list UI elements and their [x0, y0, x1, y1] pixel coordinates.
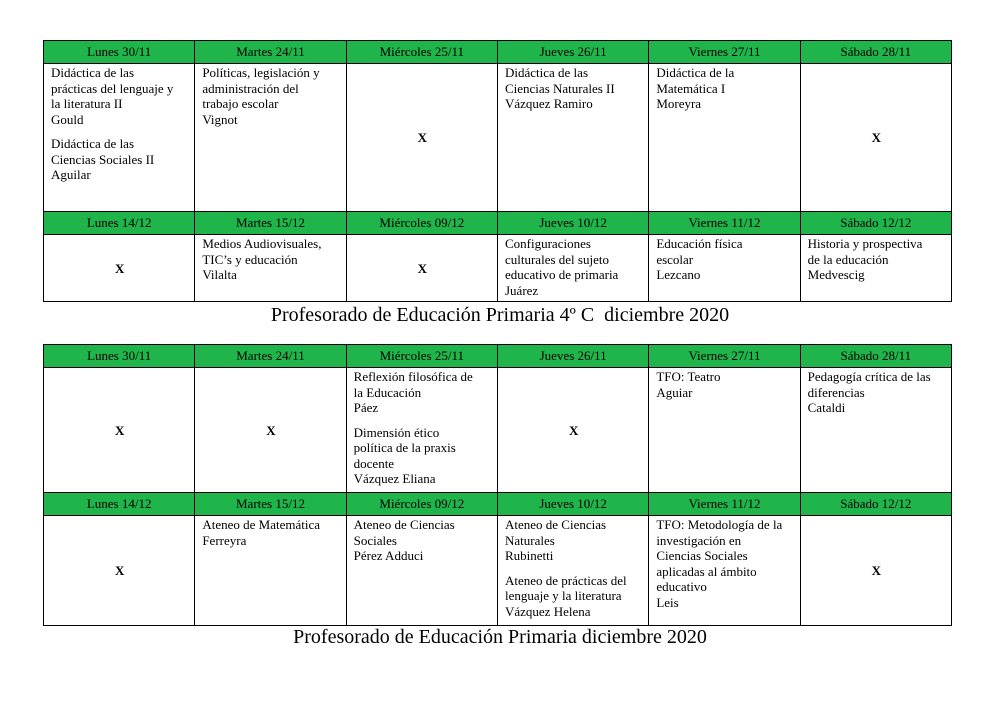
schedule-cell [195, 516, 346, 626]
course-line: de la educación [807, 251, 889, 267]
course-entry [505, 236, 642, 298]
course-line: Sociales [353, 532, 397, 548]
schedule-cell [346, 368, 497, 493]
course-line: Ateneo de Ciencias [504, 517, 607, 532]
course-entry [656, 236, 793, 283]
course-line: la Educación [353, 384, 422, 400]
course-line: Políticas, legislación y [202, 65, 320, 80]
course-line: Matemática I [656, 80, 726, 96]
course-line: prácticas del lenguaje y [51, 80, 174, 96]
no-class-mark: X [44, 516, 195, 626]
course-entry [51, 136, 188, 183]
header-row [44, 493, 952, 516]
content-row [44, 368, 952, 493]
schedule-table-primaria [43, 344, 952, 626]
course-line: aplicadas al ámbito [656, 563, 757, 579]
teacher-name: Ferreyra [202, 532, 247, 548]
day-header: Jueves 10/12 [497, 212, 648, 235]
course-entry [202, 517, 339, 548]
course-line: Historia y prospectiva [807, 236, 923, 251]
course-line: Dimensión ético [353, 424, 440, 440]
day-header: Miércoles 25/11 [346, 41, 497, 64]
day-header: Jueves 26/11 [497, 345, 648, 368]
no-class-mark: X [346, 235, 497, 302]
course-entry [51, 65, 188, 127]
no-class-mark: X [800, 516, 951, 626]
header-row [44, 212, 952, 235]
day-header: Lunes 30/11 [44, 41, 195, 64]
no-class-mark: X [497, 368, 648, 493]
teacher-name: Lezcano [656, 267, 701, 282]
course-line: Ateneo de Matemática [202, 517, 320, 532]
schedule-title-4c: Profesorado de Educación Primaria 4º C diciembre 2020 [270, 304, 730, 326]
course-line: Didáctica de la [656, 65, 735, 80]
course-entry [808, 369, 945, 416]
schedule-cell [800, 235, 951, 302]
course-line: Medios Audiovisuales, [202, 236, 322, 251]
course-entry [354, 369, 491, 416]
course-line: Ciencias Naturales II [504, 80, 615, 96]
schedule-cell [497, 64, 648, 212]
day-header: Jueves 10/12 [497, 493, 648, 516]
header-row [44, 41, 952, 64]
day-header: Sábado 28/11 [800, 41, 951, 64]
day-header: Miércoles 25/11 [346, 345, 497, 368]
teacher-name: Moreyra [656, 96, 702, 111]
content-row [44, 235, 952, 302]
course-line: Configuraciones [504, 236, 591, 251]
entry-spacer [505, 564, 642, 573]
teacher-name: Cataldi [807, 400, 846, 415]
day-header: Martes 15/12 [195, 493, 346, 516]
day-header: Miércoles 09/12 [346, 212, 497, 235]
schedule-cell [195, 235, 346, 302]
course-line: Ciencias Sociales II [51, 151, 155, 167]
no-class-mark: X [44, 235, 195, 302]
course-entry [354, 517, 491, 564]
course-line: TFO: Teatro [656, 369, 721, 384]
teacher-name: Vázquez Helena [504, 603, 591, 619]
course-line: educativo de primaria [504, 267, 619, 282]
schedule-cell [649, 516, 800, 626]
course-line: Ciencias Sociales [656, 548, 748, 563]
course-line: administración del [202, 80, 299, 96]
course-entry [505, 573, 642, 620]
day-header: Sábado 12/12 [800, 212, 951, 235]
day-header: Viernes 27/11 [649, 345, 800, 368]
day-header: Miércoles 09/12 [346, 493, 497, 516]
course-line: la literatura II [51, 96, 123, 111]
schedule-cell [649, 235, 800, 302]
teacher-name: Vázquez Eliana [353, 471, 436, 486]
no-class-mark: X [195, 368, 346, 493]
schedule-cell [195, 64, 346, 212]
teacher-name: Vilalta [202, 267, 237, 282]
day-header: Viernes 11/12 [649, 493, 800, 516]
schedule-title-primaria: Profesorado de Educación Primaria diciembre 2020 [293, 626, 707, 648]
teacher-name: Medvescig [807, 267, 865, 282]
content-row [44, 516, 952, 626]
day-header: Viernes 27/11 [649, 41, 800, 64]
teacher-name: Aguilar [51, 167, 91, 182]
day-header: Martes 15/12 [195, 212, 346, 235]
schedule-cell [497, 516, 648, 626]
teacher-name: Páez [353, 400, 379, 415]
course-line: docente [353, 455, 395, 471]
course-line: trabajo escolar [202, 96, 279, 111]
no-class-mark: X [800, 64, 951, 212]
teacher-name: Rubinetti [504, 548, 554, 563]
entry-spacer [51, 127, 188, 136]
day-header: Sábado 12/12 [800, 493, 951, 516]
course-line: Ateneo de Ciencias [353, 517, 455, 532]
schedule-cell [346, 516, 497, 626]
course-line: lenguaje y la literatura [504, 588, 622, 603]
course-entry [656, 65, 793, 112]
course-entry [354, 425, 491, 487]
teacher-name: Pérez Adduci [353, 548, 424, 563]
course-line: Didáctica de las [504, 65, 588, 80]
teacher-name: Vázquez Ramiro [504, 96, 593, 111]
course-line: TFO: Metodología de la [656, 517, 783, 532]
course-line: Educación física [656, 236, 743, 251]
course-line: Reflexión filosófica de [353, 369, 473, 384]
course-line: Ateneo de prácticas del [504, 572, 627, 588]
course-line: TIC’s y educación [202, 251, 298, 267]
course-line: Naturales [504, 532, 555, 548]
content-row [44, 64, 952, 212]
course-entry [505, 517, 642, 564]
teacher-name: Leis [656, 594, 679, 610]
course-line: investigación en [656, 532, 742, 548]
teacher-name: Aguiar [656, 384, 693, 400]
day-header: Sábado 28/11 [800, 345, 951, 368]
schedule-cell [800, 368, 951, 493]
course-line: diferencias [807, 384, 865, 400]
no-class-mark: X [346, 64, 497, 212]
course-entry [656, 369, 793, 400]
schedule-cell [649, 368, 800, 493]
teacher-name: Juárez [504, 282, 539, 298]
course-entry [656, 517, 793, 610]
schedule-cell [44, 64, 195, 212]
course-line: educativo [656, 579, 707, 594]
day-header: Lunes 14/12 [44, 493, 195, 516]
course-line: política de la praxis [353, 440, 456, 455]
course-line: Didáctica de las [51, 65, 135, 80]
course-line: Pedagogía crítica de las [807, 369, 931, 384]
teacher-name: Vignot [202, 111, 238, 127]
header-row [44, 345, 952, 368]
course-line: escolar [656, 251, 694, 267]
course-entry [808, 236, 945, 283]
course-entry [505, 65, 642, 112]
no-class-mark: X [44, 368, 195, 493]
day-header: Martes 24/11 [195, 345, 346, 368]
day-header: Lunes 30/11 [44, 345, 195, 368]
day-header: Jueves 26/11 [497, 41, 648, 64]
schedule-cell [497, 235, 648, 302]
day-header: Lunes 14/12 [44, 212, 195, 235]
schedule-table-4c [43, 40, 952, 302]
day-header: Viernes 11/12 [649, 212, 800, 235]
course-entry [202, 65, 339, 127]
schedule-cell [649, 64, 800, 212]
entry-spacer [354, 416, 491, 425]
course-line: Didáctica de las [51, 136, 135, 151]
course-line: culturales del sujeto [504, 251, 609, 267]
course-entry [202, 236, 339, 283]
day-header: Martes 24/11 [195, 41, 346, 64]
teacher-name: Gould [51, 111, 84, 127]
